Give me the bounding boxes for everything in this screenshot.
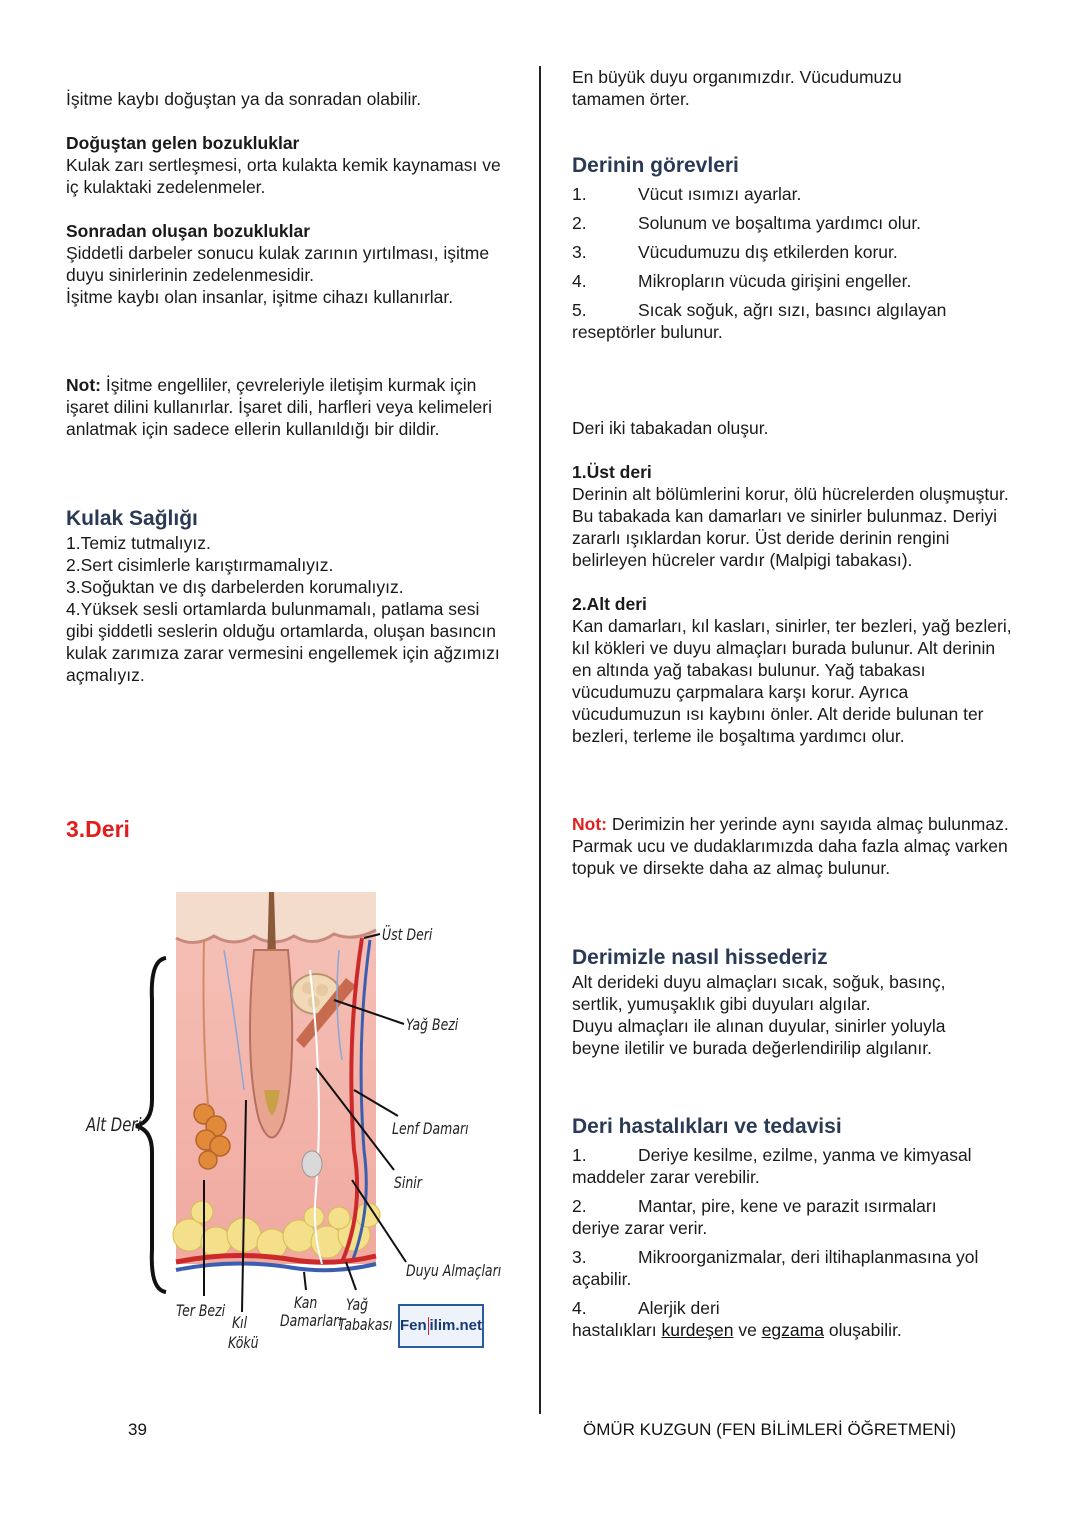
skin-note: Not: Derimizin her yerinde aynı sayıda almaç bulunmaz. Parmak ucu ve dudaklarımızda daha fazla almaç varken topuk ve dirsekte daha az almaç bulunur. [572,814,1009,878]
disease-item: 1. Deriye kesilme, ezilme, yanma ve kimyasal [572,1145,972,1165]
skin-function-item: 1. Vücut ısımızı ayarlar. [572,184,802,204]
label-ust-deri: Üst Deri [382,925,433,944]
label-kan: Kan [294,1293,318,1312]
label-tabakasi: Tabakası [338,1315,393,1334]
fenbilim-logo: Fen ilim.net [398,1304,484,1348]
left-column [66,88,516,686]
label-damarlari: Damarları [280,1311,342,1330]
skin-function-item: 2. Solunum ve boşaltıma yardımcı olur. [572,213,922,233]
label-duyu-almaclari: Duyu Almaçları [406,1261,502,1280]
disease-item-cont: deriye zarar verir. [572,1218,708,1238]
congenital-title: Doğuştan gelen bozukluklar [66,133,300,153]
skin-function-item: 5. Sıcak soğuk, ağrı sızı, basıncı algılayan [572,300,947,320]
hearing-note: Not: İşitme engelliler, çevreleriyle iletişim kurmak için işaret dilini kullanırlar. İşaret dili, harfleri veya kelimeleri anlatmak için sadece ellerin kullanıldığı bir dildir. [66,375,492,439]
epidermis-layer [176,892,376,943]
disease-item-cont: maddeler zarar verebilir. [572,1167,760,1187]
ear-health-title: Kulak Sağlığı [66,507,198,530]
label-yag: Yağ [346,1295,369,1314]
label-sinir: Sinir [394,1173,422,1192]
skin-function-item: 3. Vücudumuzu dış etkilerden korur. [572,242,898,262]
congenital-text: Kulak zarı sertleşmesi, orta kulakta kemik kaynaması ve iç kulaktaki zedelenmeler. [66,155,501,197]
skin-diagram [84,890,504,1362]
sensory-receptor [302,1151,322,1177]
kurdesen-link[interactable]: kurdeşen [661,1320,734,1340]
acquired-text-2: İşitme kaybı olan insanlar, işitme cihazı kullanırlar. [66,287,454,307]
egzama-link[interactable]: egzama [761,1320,824,1340]
label-kil: Kıl [232,1313,248,1332]
feel-text: Alt derideki duyu almaçları sıcak, soğuk, basınç, sertlik, yumuşaklık gibi duyuları algılar. [572,972,946,1014]
dermis-title: 2.Alt deri [572,594,647,614]
label-alt-deri: Alt Deri [86,1114,142,1136]
feel-text-2: Duyu almaçları ile alınan duyular, sinirler yoluyla beyne iletilir ve burada değerlendirilip algılanır. [572,1016,946,1058]
epidermis-text: Derinin alt bölümlerini korur, ölü hücrelerden oluşmuştur. Bu tabakada kan damarları ve sinirler bulunmaz. Deriyi zararlı ışıklardan korur. Üst deride derinin rengini belirleyen hücreler vardır (Malpigi tabakası). [572,484,1009,570]
label-ter-bezi: Ter Bezi [176,1301,226,1320]
logo-b-icon [428,1317,429,1335]
right-column [572,66,1022,1341]
disease-item-cont: hastalıkları kurdeşen ve egzama oluşabilir. [572,1320,902,1340]
ear-health-item-3: 3.Soğuktan ve dış darbelerden korumalıyız. [66,577,404,597]
dermis-text: Kan damarları, kıl kasları, sinirler, ter bezleri, yağ bezleri, kıl kökleri ve duyu almaçları burada bulunur. Alt derinin en altında yağ tabakası bulunur. Yağ tabakası vücudumuzu çarpmalara karşı korur. Ayrıca vücudumuzun ısı kaybını önler. Alt deride bulunan ter bezleri, terleme ile boşaltıma yardımcı olur. [572,616,1012,746]
skin-intro: En büyük duyu organımızdır. Vücudumuzu tamamen örter. [572,67,902,109]
feel-title: Derimizle nasıl hissederiz [572,946,828,969]
label-lenf-damari: Lenf Damarı [392,1119,469,1138]
ear-health-item-1: 1.Temiz tutmalıyız. [66,533,211,553]
disease-item: 3. Mikroorganizmalar, deri iltihaplanmasına yol [572,1247,979,1267]
acquired-text: Şiddetli darbeler sonucu kulak zarının yırtılması, işitme duyu sinirlerinin zedelenmesidir. [66,243,490,285]
acquired-title: Sonradan oluşan bozukluklar [66,221,311,241]
skin-functions-title: Derinin görevleri [572,154,739,177]
layers-intro: Deri iki tabakadan oluşur. [572,418,769,438]
author-footer: ÖMÜR KUZGUN (FEN BİLİMLERİ ÖĞRETMENİ) [583,1420,957,1439]
column-divider [539,66,541,1414]
label-yag-bezi: Yağ Bezi [406,1015,459,1034]
disease-item: 4. Alerjik deri [572,1298,720,1318]
hearing-loss-intro: İşitme kaybı doğuştan ya da sonradan olabilir. [66,89,422,109]
disease-title: Deri hastalıkları ve tedavisi [572,1115,842,1138]
skin-section-title: 3.Deri [66,816,130,842]
page-number: 39 [128,1420,147,1439]
ear-health-item-2: 2.Sert cisimlerle karıştırmamalıyız. [66,555,334,575]
disease-item-cont: açabilir. [572,1269,632,1289]
label-koku: Kökü [228,1333,259,1352]
skin-function-item-cont: reseptörler bulunur. [572,322,723,342]
ear-health-item-4: 4.Yüksek sesli ortamlarda bulunmamalı, patlama sesi gibi şiddetli seslerin olduğu ortamlarda, oluşan basıncın kulak zarımıza zarar vermesini engellemek için ağzımızı açmalıyız. [66,599,500,685]
skin-function-item: 4. Mikropların vücuda girişini engeller. [572,271,912,291]
epidermis-title: 1.Üst deri [572,462,652,482]
disease-item: 2. Mantar, pire, kene ve parazit ısırmaları [572,1196,937,1216]
